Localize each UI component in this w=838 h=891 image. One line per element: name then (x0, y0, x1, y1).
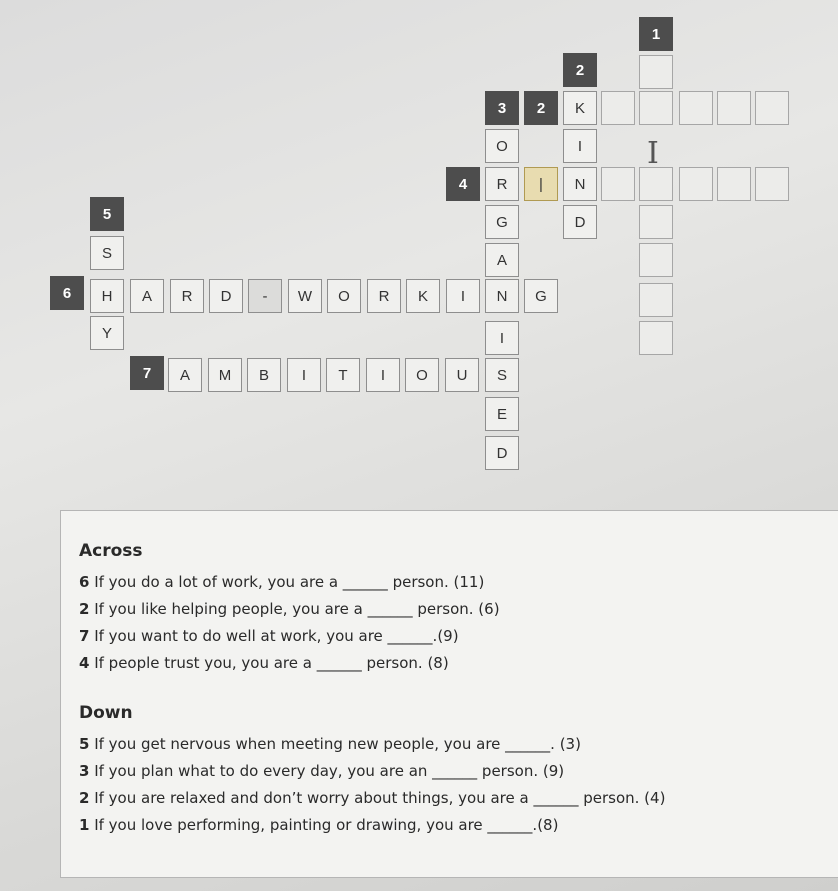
clue-number-7: 7 (130, 356, 164, 390)
grid-cell[interactable] (755, 91, 789, 125)
grid-cell[interactable]: E (485, 397, 519, 431)
grid-cell[interactable]: D (485, 436, 519, 470)
grid-cell[interactable] (639, 243, 673, 277)
down-heading: Down (79, 703, 133, 723)
grid-cell[interactable] (639, 205, 673, 239)
grid-cell[interactable]: I (563, 129, 597, 163)
grid-cell[interactable]: G (485, 205, 519, 239)
grid-cell[interactable] (601, 91, 635, 125)
grid-cell[interactable]: A (130, 279, 164, 313)
grid-cell[interactable]: O (485, 129, 519, 163)
clue-across-6: 6 If you do a lot of work, you are a ______ person. (11) (79, 573, 485, 591)
grid-cell[interactable] (679, 167, 713, 201)
grid-cell[interactable] (755, 167, 789, 201)
grid-cell[interactable]: K (563, 91, 597, 125)
clue-down-5: 5 If you get nervous when meeting new people, you are ______. (3) (79, 735, 581, 753)
grid-cell[interactable]: M (208, 358, 242, 392)
grid-cell[interactable]: I (287, 358, 321, 392)
grid-cell[interactable] (639, 55, 673, 89)
grid-cell[interactable]: I (366, 358, 400, 392)
clue-number-2-across: 2 (524, 91, 558, 125)
grid-cell[interactable] (601, 167, 635, 201)
grid-cell[interactable]: A (168, 358, 202, 392)
grid-cell[interactable]: A (485, 243, 519, 277)
grid-cell[interactable]: K (406, 279, 440, 313)
grid-cell[interactable] (679, 91, 713, 125)
grid-cell[interactable]: H (90, 279, 124, 313)
grid-cell[interactable]: R (485, 167, 519, 201)
grid-cell[interactable] (639, 91, 673, 125)
grid-cell[interactable]: S (485, 358, 519, 392)
grid-cell[interactable]: B (247, 358, 281, 392)
grid-cell[interactable] (639, 321, 673, 355)
grid-cell[interactable]: O (327, 279, 361, 313)
clue-across-4: 4 If people trust you, you are a ______ person. (8) (79, 654, 449, 672)
grid-cell[interactable]: O (405, 358, 439, 392)
grid-cell[interactable]: W (288, 279, 322, 313)
clue-down-2: 2 If you are relaxed and don’t worry about things, you are a ______ person. (4) (79, 789, 666, 807)
grid-cell[interactable]: N (563, 167, 597, 201)
clue-down-1: 1 If you love performing, painting or drawing, you are ______.(8) (79, 816, 559, 834)
clue-number-6: 6 (50, 276, 84, 310)
grid-cell[interactable]: D (209, 279, 243, 313)
clue-number-3: 3 (485, 91, 519, 125)
clue-across-2: 2 If you like helping people, you are a ______ person. (6) (79, 600, 500, 618)
grid-cell[interactable] (639, 283, 673, 317)
grid-cell[interactable]: T (326, 358, 360, 392)
grid-cell[interactable]: R (367, 279, 401, 313)
grid-cell[interactable]: I (485, 321, 519, 355)
clue-across-7: 7 If you want to do well at work, you are ______.(9) (79, 627, 459, 645)
text-cursor-icon: I (647, 136, 659, 171)
across-heading: Across (79, 541, 143, 561)
clue-number-4: 4 (446, 167, 480, 201)
grid-cell-hyphen[interactable]: - (248, 279, 282, 313)
grid-cell[interactable] (639, 167, 673, 201)
grid-cell-selected[interactable]: | (524, 167, 558, 201)
grid-cell[interactable]: S (90, 236, 124, 270)
clues-panel (60, 510, 838, 878)
grid-cell[interactable]: G (524, 279, 558, 313)
grid-cell[interactable]: Y (90, 316, 124, 350)
clue-number-1: 1 (639, 17, 673, 51)
grid-cell[interactable]: U (445, 358, 479, 392)
grid-cell[interactable]: D (563, 205, 597, 239)
grid-cell[interactable]: N (485, 279, 519, 313)
grid-cell[interactable]: I (446, 279, 480, 313)
grid-cell[interactable] (717, 91, 751, 125)
grid-cell[interactable] (717, 167, 751, 201)
clue-down-3: 3 If you plan what to do every day, you are an ______ person. (9) (79, 762, 565, 780)
clue-number-5: 5 (90, 197, 124, 231)
clue-number-2-down: 2 (563, 53, 597, 87)
grid-cell[interactable]: R (170, 279, 204, 313)
